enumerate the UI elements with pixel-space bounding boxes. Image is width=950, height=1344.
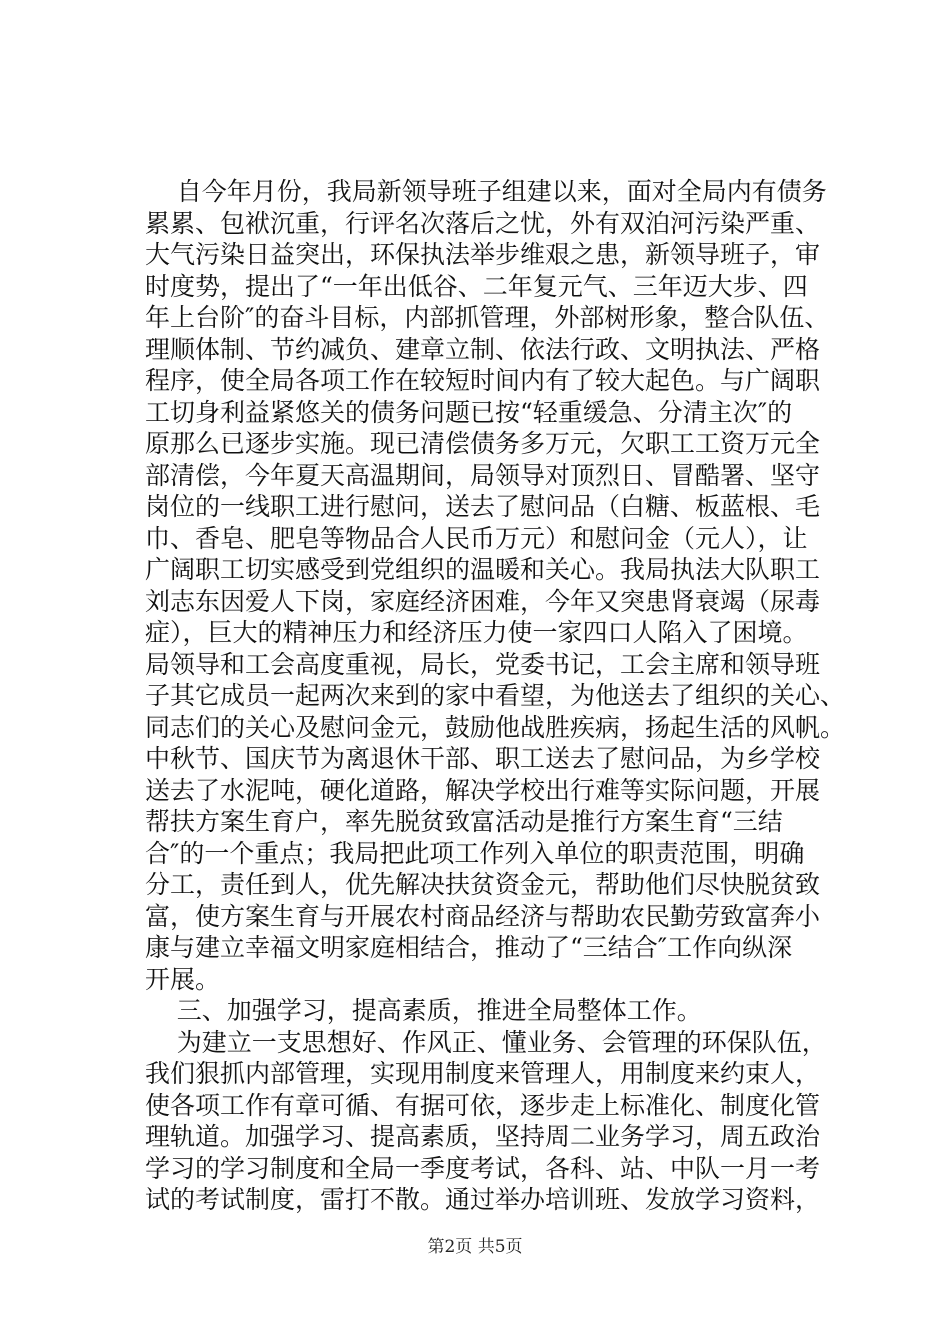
- text-line: 试的考试制度，雷打不散。通过举办培训班、发放学习资料，: [145, 1185, 821, 1214]
- text-line: 分工，责任到人，优先解决扶贫资金元，帮助他们尽快脱贫致: [145, 870, 821, 899]
- text-line: 年上台阶″的奋斗目标，内部抓管理，外部树形象，整合队伍、: [145, 303, 830, 332]
- text-line: 巾、香皂、肥皂等物品合人民币万元）和慰问金（元人），让: [145, 523, 808, 553]
- text-line: 同志们的关心及慰问金元，鼓励他战胜疾病，扬起生活的风帆。: [145, 712, 846, 742]
- text-line: 子其它成员一起两次来到的家中看望，为他送去了组织的关心、: [145, 681, 846, 710]
- text-line: 工切身利益紧悠关的债务问题已按“轻重缓急、分清主次″的: [145, 397, 793, 427]
- text-line: 使各项工作有章可循、有据可依，逐步走上标准化、制度化管: [145, 1090, 821, 1120]
- text-line: 累累、包袱沉重，行评名次落后之忧，外有双泊河污染严重、: [145, 208, 821, 238]
- text-line: 广阔职工切实感受到党组织的温暖和关心。我局执法大队职工: [145, 555, 821, 584]
- text-line: 大气污染日益突出，环保执法举步维艰之患，新领导班子，审: [145, 240, 821, 269]
- text-line: 送去了水泥吨，硬化道路，解决学校出行难等实际问题，开展: [145, 775, 821, 805]
- text-line: 局领导和工会高度重视，局长，党委书记，工会主席和领导班: [145, 649, 821, 679]
- text-line: 部清偿，今年夏天高温期间，局领导对顶烈日、冒酷署、坚守: [145, 460, 821, 490]
- text-line: 三、加强学习，提高素质，推进全局整体工作。: [145, 996, 702, 1025]
- text-line: 合″的一个重点；我局把此项工作列入单位的职责范围，明确: [145, 838, 805, 868]
- text-line: 为建立一支思想好、作风正、懂业务、会管理的环保队伍，: [145, 1027, 827, 1057]
- text-line: 开展。: [145, 964, 221, 994]
- text-line: 自今年月份，我局新领导班子组建以来，面对全局内有债务: [145, 177, 827, 206]
- text-line: 富，使方案生育与开展农村商品经济与帮助农民勤劳致富奔小: [145, 901, 821, 931]
- text-line: 原那么已逐步实施。现已清偿债务多万元，欠职工工资万元全: [145, 429, 821, 458]
- text-line: 帮扶方案生育户，率先脱贫致富活动是推行方案生育“三结: [145, 807, 783, 836]
- text-line: 刘志东因爱人下岗，家庭经济困难，今年又突患肾衰竭（尿毒: [145, 586, 821, 616]
- text-line: 理顺体制、节约减负、建章立制、依法行政、文明执法、严格: [145, 334, 821, 364]
- text-line: 岗位的一线职工进行慰问，送去了慰问品（白糖、板蓝根、毛: [145, 492, 821, 521]
- text-line: 症），巨大的精神压力和经济压力使一家四口人陷入了困境。: [145, 618, 808, 647]
- text-line: 康与建立幸福文明家庭相结合，推动了“三结合″工作向纵深: [145, 933, 793, 962]
- text-line: 程序，使全局各项工作在较短时间内有了较大起色。与广阔职: [145, 366, 821, 395]
- text-line: 学习的学习制度和全局一季度考试，各科、站、中队一月一考: [145, 1153, 821, 1183]
- text-line: 理轨道。加强学习、提高素质，坚持周二业务学习，周五政治: [145, 1122, 821, 1151]
- body-text: [145, 176, 845, 1216]
- page-footer: 第2页 共5页: [427, 1237, 523, 1257]
- text-line: 我们狠抓内部管理，实现用制度来管理人，用制度来约束人，: [145, 1059, 821, 1088]
- text-line: 中秋节、国庆节为离退休干部、职工送去了慰问品，为乡学校: [145, 744, 821, 773]
- text-line: 时度势，提出了“一年出低谷、二年复元气、三年迈大步、四: [145, 271, 808, 301]
